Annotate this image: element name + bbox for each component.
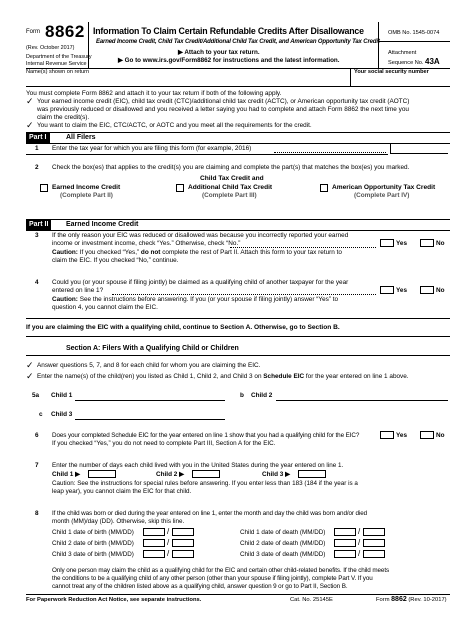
no-checkbox[interactable]: [420, 431, 434, 439]
bullet-emphasis: Schedule EIC: [263, 373, 305, 380]
line-6-text-a: Does your completed Schedule EIC for the year entered on line 1 show that you had a qualifying child for the EIC?: [52, 432, 360, 439]
child-1-death-day[interactable]: [363, 528, 385, 536]
child-2-death-day[interactable]: [363, 539, 385, 547]
child-2-death-label: Child 2 date of death (MM/DD): [240, 540, 326, 547]
line-1-rule: [26, 154, 388, 155]
yes-checkbox[interactable]: [380, 431, 394, 439]
line-5a-number: 5a: [32, 392, 40, 399]
footer-cat-number: Cat. No. 25145E: [290, 597, 333, 603]
checkmark-icon: ✓: [26, 371, 34, 381]
ssn-input[interactable]: [352, 76, 448, 86]
line-6-yes[interactable]: [380, 431, 407, 439]
aotc-credit-title: American Opportunity Tax Credit: [332, 184, 436, 191]
sequence-text: Sequence No.: [388, 60, 424, 66]
slash-glyph: /: [358, 527, 361, 536]
child-2-death-month[interactable]: [334, 539, 356, 547]
names-input[interactable]: [26, 76, 348, 86]
line-3-yes[interactable]: [380, 239, 407, 247]
child-3-label: Child 3: [51, 411, 73, 418]
caution-text: If you checked “Yes,”: [77, 249, 141, 256]
yes-label: Yes: [396, 239, 408, 247]
footer-rule: [26, 594, 450, 595]
slash-glyph: /: [358, 549, 361, 558]
intro-line: You must complete Form 8862 and attach it to your tax return if both of the following apply.: [26, 90, 282, 97]
caution-emphasis: do not: [140, 249, 161, 256]
child-2-birth-day[interactable]: [172, 539, 194, 547]
slash-glyph: /: [358, 538, 361, 547]
line-2-text: Check the box(es) that applies to the credit(s) you are claiming and complete the part(s) that matches the box(es) you marked.: [52, 164, 410, 171]
omb-number: OMB No. 1545-0074: [388, 30, 440, 36]
part2-title: Earned Income Credit: [66, 221, 139, 228]
caution-label: Caution:: [52, 249, 78, 256]
child-2-name-input[interactable]: [276, 400, 448, 401]
ctc-credit-title-2: Additional Child Tax Credit: [188, 184, 273, 191]
line-7-child-2-days[interactable]: [192, 470, 220, 478]
part1-title-rule: [26, 143, 450, 144]
checkmark-icon: ✓: [26, 360, 34, 370]
footer-paperwork-notice: For Paperwork Reduction Act Notice, see separate instructions.: [26, 597, 202, 603]
section-a-top-rule: [26, 336, 450, 337]
line-4-no[interactable]: [420, 286, 445, 294]
line-4-text-b: entered on line 1?: [52, 287, 104, 294]
form-subtitle: Earned Income Credit, Child Tax Credit/Additional Child Tax Credit, and American Opportunity Tax Credit: [96, 39, 380, 45]
intro-bullet-2: You want to claim the EIC, CTC/ACTC, or AOTC and you meet all the requirements for the credit.: [37, 122, 312, 129]
ctc-credit-sub: (Complete Part III): [202, 192, 257, 199]
line-4-number: 4: [35, 279, 39, 286]
qualifying-note-3: cannot treat any of the children listed above as a qualifying child, answer question 9 or go to Part II, Section B.: [52, 583, 348, 590]
no-label: No: [436, 431, 445, 439]
caution-text: See the instructions before answering. If you (or your spouse if filing jointly) answer “Yes” to: [77, 296, 339, 303]
child-3-death-day[interactable]: [363, 550, 385, 558]
section-note: If you are claiming the EIC with a qualifying child, continue to Section A. Otherwise, go to Section B.: [26, 324, 340, 331]
attachment-label: Attachment: [388, 50, 417, 56]
line-6-text-b: If you checked “Yes,” you do not need to complete Part III, Section A for the EIC.: [52, 440, 276, 447]
header-divider-left: [88, 22, 89, 68]
line-7-caution-cont: leap year), you cannot claim the EIC for that child.: [52, 488, 192, 495]
section-a-bullet-1: Answer questions 5, 7, and 8 for each child for whom you are claiming the EIC.: [37, 362, 261, 369]
ssn-divider: [350, 68, 351, 86]
child-1-name-input[interactable]: [75, 400, 225, 401]
sequence-number: 43A: [425, 57, 440, 66]
caution-label: Caution:: [52, 296, 78, 303]
slash-glyph: /: [167, 549, 170, 558]
line-8-text-b: month (MM)/day (DD). Otherwise, skip this line.: [52, 518, 185, 525]
line-4-caution: [52, 296, 338, 304]
ssn-label: Your social security number: [354, 69, 429, 75]
aotc-credit-sub: (Complete Part IV): [354, 192, 410, 199]
omb-divider: [378, 41, 450, 42]
line-1-number: 1: [35, 145, 39, 152]
part1-top-rule: [26, 132, 450, 133]
child-1-label: Child 1: [51, 392, 73, 399]
child-1-death-month[interactable]: [334, 528, 356, 536]
department-line-1: Department of the Treasury: [26, 54, 92, 60]
footer-form-id: [376, 596, 447, 603]
no-label: No: [436, 239, 445, 247]
no-label: No: [436, 286, 445, 294]
line-4-caution-cont: question 4, you cannot claim the EIC.: [52, 304, 158, 311]
intro-bullet-1-a: Your earned income credit (EIC), child tax credit (CTC)/additional child tax credit (ACTC), or American opportunity tax credit (AOTC): [37, 98, 410, 105]
part1-title: All Filers: [66, 134, 96, 141]
line-3-number: 3: [35, 232, 39, 239]
line-7-child-1-days[interactable]: [88, 470, 116, 478]
part2-label: Part II: [26, 220, 51, 230]
intro-bullet-1-c: claim the credit(s).: [37, 114, 90, 121]
section-a-bullet-2: [37, 373, 409, 381]
line-4-text-a: Could you (or your spouse if filing jointly) be claimed as a qualifying child of another taxpayer for the year: [52, 279, 349, 286]
line-8-text-a: If the child was born or died during the year entered on line 1, enter the month and day the child was born and/or died: [52, 510, 368, 517]
intro-bullet-1-b: was previously reduced or disallowed and you received a letter saying you had to complete and attach Form 8862 the next time you: [37, 106, 409, 113]
header-divider-right: [378, 22, 379, 68]
form-number: 8862: [45, 22, 85, 41]
footer-form-number: 8862: [391, 596, 407, 603]
form-title: Information To Claim Certain Refundable Credits After Disallowance: [93, 26, 364, 36]
child-3-birth-month[interactable]: [143, 550, 165, 558]
part2-top-rule: [26, 219, 450, 220]
checkmark-icon: ✓: [26, 96, 34, 106]
child-1-birth-day[interactable]: [172, 528, 194, 536]
child-3-death-month[interactable]: [334, 550, 356, 558]
child-1-death-label: Child 1 date of death (MM/DD): [240, 529, 326, 536]
line-4-yes[interactable]: [380, 286, 407, 294]
aotc-checkbox[interactable]: [320, 184, 328, 192]
department-line-2: Internal Revenue Service: [26, 61, 87, 67]
line-7-child-2-label: Child 2 ▶: [156, 471, 184, 478]
qualifying-note-2: the conditions to be a qualifying child of any other person (other than your spouse if filing jointly), complete Part V. If you: [52, 575, 373, 582]
names-bottom-rule: [26, 86, 450, 87]
child-1-birth-label: Child 1 date of birth (MM/DD): [52, 529, 134, 536]
no-checkbox[interactable]: [420, 286, 434, 294]
no-checkbox[interactable]: [420, 239, 434, 247]
bullet-text: Enter the name(s) of the child(ren) you listed as Child 1, Child 2, and Child 3 on: [37, 373, 264, 380]
line-4-dots: [112, 294, 376, 295]
line-5c-number: c: [39, 411, 43, 418]
child-2-birth-month[interactable]: [143, 539, 165, 547]
tax-year-input[interactable]: [390, 143, 448, 154]
line-3-dots: [230, 247, 376, 248]
section-a-title: Section A: Filers With a Qualifying Child or Children: [66, 345, 239, 352]
website-instruction: ▶ Go to www.irs.gov/Form8862 for instructions and the latest information.: [118, 57, 340, 64]
yes-checkbox[interactable]: [380, 239, 394, 247]
child-1-birth-month[interactable]: [143, 528, 165, 536]
ctc-credit-title-1: Child Tax Credit and: [200, 175, 264, 182]
line-3-text-b: income or investment income, check “Yes.” Otherwise, check “No.”: [52, 240, 241, 247]
child-3-birth-label: Child 3 date of birth (MM/DD): [52, 551, 134, 558]
slash-glyph: /: [167, 527, 170, 536]
yes-label: Yes: [396, 431, 408, 439]
line-5b-number: b: [240, 392, 244, 399]
ctc-checkbox[interactable]: [176, 184, 184, 192]
part1-label: Part I: [26, 133, 50, 143]
qualifying-note-1: Only one person may claim the child as a qualifying child for the EIC and certain other child-related benefits. If the child meets: [52, 567, 390, 574]
part2-title-rule: [26, 230, 450, 231]
line-7-child-3-days[interactable]: [298, 470, 326, 478]
eic-checkbox[interactable]: [40, 184, 48, 192]
line-6-no[interactable]: [420, 431, 445, 439]
section-a-title-rule: [26, 355, 450, 356]
yes-label: Yes: [396, 286, 408, 294]
line-6-number: 6: [35, 432, 39, 439]
line-2-number: 2: [35, 164, 39, 171]
sequence-label: [388, 57, 440, 66]
line-7-number: 7: [35, 462, 39, 469]
footer-revision: (Rev. 10-2017): [408, 597, 447, 603]
checkmark-icon: ✓: [26, 120, 34, 130]
attach-instruction: ▶ Attach to your tax return.: [178, 49, 260, 56]
footer-form-label: Form: [376, 597, 390, 603]
eic-credit-sub: (Complete Part II): [60, 192, 113, 199]
child-3-death-label: Child 3 date of death (MM/DD): [240, 551, 326, 558]
line-7-child-1-label: Child 1 ▶: [52, 471, 80, 478]
child-2-label: Child 2: [251, 392, 273, 399]
line-7-caution: Caution: See the instructions for special rules before answering. If you enter less than 183 (184 if the year is a: [52, 480, 358, 487]
line-7-child-3-label: Child 3 ▶: [262, 471, 290, 478]
caution-text: complete the rest of Part II. Attach this form to your tax return to: [160, 249, 342, 256]
bullet-text: for the year entered on line 1 above.: [304, 373, 409, 380]
child-2-birth-label: Child 2 date of birth (MM/DD): [52, 540, 134, 547]
line-3-caution-cont: claim the EIC. If you checked “No,” continue.: [52, 257, 179, 264]
slash-glyph: /: [167, 538, 170, 547]
section-note-top-rule: [26, 318, 450, 319]
line-3-text-a: If the only reason your EIC was reduced or disallowed was because you incorrectly reported your earned: [52, 232, 349, 239]
form-revision: (Rev. October 2017): [26, 45, 75, 51]
line-7-text-a: Enter the number of days each child lived with you in the United States during the year entered on line 1.: [52, 462, 344, 469]
line-1-text: Enter the tax year for which you are filing this form (for example, 2016): [52, 145, 252, 152]
yes-checkbox[interactable]: [380, 286, 394, 294]
line-3-no[interactable]: [420, 239, 445, 247]
child-3-birth-day[interactable]: [172, 550, 194, 558]
line-3-caution: [52, 249, 342, 257]
eic-credit-title: Earned Income Credit: [52, 184, 121, 191]
line-1-dots: [274, 152, 386, 153]
form-label: Form: [26, 29, 40, 35]
names-label: Name(s) shown on return: [26, 69, 90, 75]
child-3-name-input[interactable]: [75, 419, 225, 420]
line-8-number: 8: [35, 510, 39, 517]
